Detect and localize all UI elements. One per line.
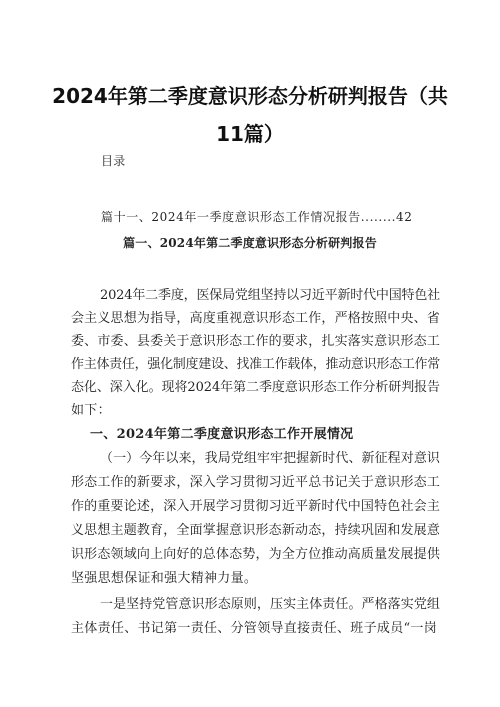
intro-line: 2024年二季度，医保局党组坚持以习近平新时代中国特色社 <box>100 288 441 303</box>
sub-line: 作的重要论述，深入开展学习贯彻习近平新时代中国特色社会主 <box>71 499 440 514</box>
sub-line: （一）今年以来，我局党组牢牢把握新时代、新征程对意识 <box>100 451 440 466</box>
point-line: 一是坚持党管意识形态原则，压实主体责任。严格落实党组 <box>100 597 440 612</box>
document-title-line-2: 11篇） <box>216 122 284 146</box>
intro-line: 如下： <box>71 403 111 418</box>
intro-line: 态化、深入化。现将2024年第二季度意识形态工作分析研判报告 <box>71 380 440 395</box>
document-title-line-1: 2024年第二季度意识形态分析研判报告（共 <box>52 84 448 108</box>
sub-line: 识形态领域向上向好的总体态势，为全方位推动高质量发展提供 <box>71 547 440 562</box>
part-heading: 篇一、2024年第二季度意识形态分析研判报告 <box>123 236 377 250</box>
intro-line: 会主义思想为指导，高度重视意识形态工作，严格按照中央、省 <box>71 311 440 326</box>
toc-entry: 篇十一、2024年一季度意识形态工作情况报告........42 <box>101 210 413 224</box>
toc-label: 目录 <box>101 154 126 168</box>
sub-line: 义思想主题教育，全面掌握意识形态新动态，持续巩固和发展意 <box>71 523 440 538</box>
intro-line: 作主体责任，强化制度建设、找准工作载体，推动意识形态工作常 <box>71 357 440 372</box>
sub-line: 形态工作的新要求，深入学习贯彻习近平总书记关于意识形态工 <box>71 475 440 490</box>
section-heading: 一、2024年第二季度意识形态工作开展情况 <box>90 427 354 442</box>
point-line: 主体责任、书记第一责任、分管领导直接责任、班子成员“一岗 <box>71 621 438 636</box>
intro-line: 委、市委、县委关于意识形态工作的要求，扎实落实意识形态工 <box>71 334 440 349</box>
sub-line: 坚强思想保证和强大精神力量。 <box>71 571 258 586</box>
